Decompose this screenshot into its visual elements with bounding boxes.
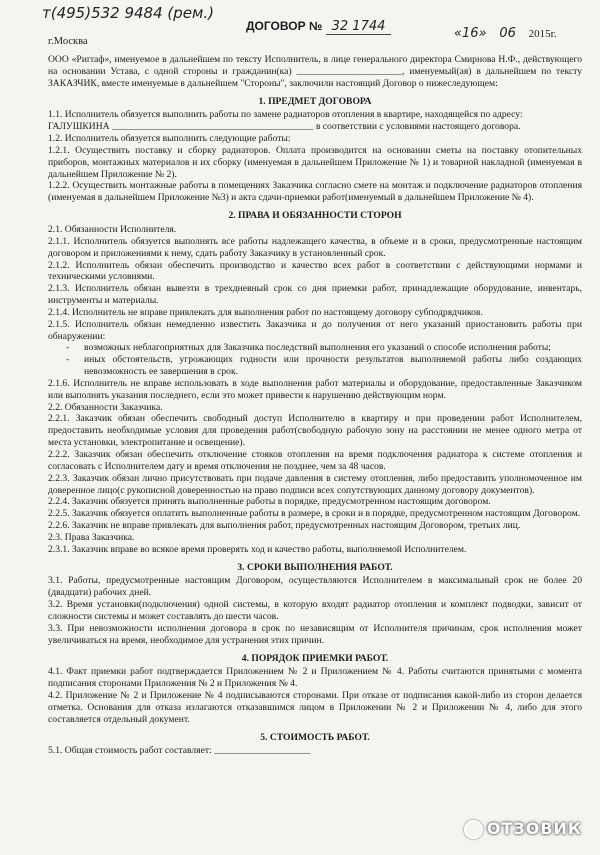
para-2-1-3: 2.1.3. Исполнитель обязан вывезти в трехдневный срок со дня приемки работ, принадлежащие оборудование, инвентарь, инструменты и материалы.	[48, 283, 582, 307]
para-3-3: 3.3. При невозможности исполнения договора в срок по независящим от Исполнителя причинам, срок исполнения может увеличиваться на время, необходимое для устранения этих причин.	[48, 622, 582, 646]
para-3-2: 3.2. Время установки(подключения) одной системы, в которую входят радиатор отопления и комплект подводки, зависит от сложности системы и может составлять до шести часов.	[48, 599, 582, 622]
para-1-1-address: ГАЛУШКИНА __________________________________________ в соответствии с условиями настоящего договора.	[48, 121, 521, 133]
contract-date	[454, 26, 584, 41]
para-2-1-6: 2.1.6. Исполнитель не вправе использовать в ходе выполнения работ материалы и оборудование, предоставленные Заказчиком или выполнять указания последнего, если это может привести к нарушению действующим норм.	[48, 377, 582, 401]
para-2-2-4: 2.2.4. Заказчик обязуется принять выполненные работы в порядке, предусмотренном настоящим договором.	[48, 496, 491, 508]
para-2-1-2: 2.1.2. Исполнитель обязан обеспечить производство и качество всех работ в соответствии с действующими нормами и техническими условиями.	[48, 259, 582, 283]
date-month: 06	[499, 26, 516, 41]
section-1-title: 1. ПРЕДМЕТ ДОГОВОРА	[258, 95, 372, 107]
watermark-circle-icon	[464, 820, 483, 839]
contract-number: 32 1744	[326, 19, 392, 35]
para-1-2: 1.2. Исполнитель обязуется выполнить следующие работы:	[48, 133, 291, 145]
date-day: «16»	[454, 26, 487, 41]
section-2-title: 2. ПРАВА И ОБЯЗАННОСТИ СТОРОН	[228, 210, 402, 222]
para-3-1: 3.1. Работы, предусмотренные настоящим Договором, осуществляются Исполнителем в максимальный срок не более 20 (двадцати) рабочих дней.	[48, 575, 582, 599]
bullet-item: - возможных неблагоприятных для Заказчика последствий выполнения его указаний о способе исполнения работы;	[48, 342, 582, 354]
para-2-3: 2.3. Права Заказчика.	[48, 531, 135, 543]
para-2-1-1: 2.1.1. Исполнитель обязуется выполнять все работы надлежащего качества, в объеме и в сроки, предусмотренные настоящим договором и приложениями к нему, сдать работу Заказчику в установленный срок.	[48, 235, 582, 259]
bullet-item: - иных обстоятельств, угрожающих годности или прочности результатов выполняемой работы либо создающих невозможность ее завершения в срок.	[48, 354, 582, 378]
para-5-1: 5.1. Общая стоимость работ составляет: ____________________	[48, 745, 311, 757]
contract-title-text: ДОГОВОР №	[246, 19, 323, 33]
para-2-1: 2.1. Обязанности Исполнителя.	[48, 223, 177, 235]
handwritten-phone-note: т(495)532 9484 (рем.)	[42, 4, 214, 22]
para-2-2-2: 2.2.2. Заказчик обязан обеспечить отключение стояков отопления на время подключения радиатора к системе отопления и согласовать с Исполнителем дату и время отключения не позднее, чем за 48 часов.	[48, 449, 582, 472]
para-2-3-1: 2.3.1. Заказчик вправе во всякое время проверять ход и качество работы, выполняемой Исполнителем.	[48, 543, 467, 555]
section-5-title: 5. СТОИМОСТЬ РАБОТ.	[260, 731, 370, 743]
para-1-2-1: 1.2.1. Осуществить поставку и сборку радиаторов. Оплата производится на основании сметы на поставку отопительных приборов, монтажных материалов и их сборку (именуемая в дальнейшем Приложение № 1) и товарной накладной (именуемая в дальнейшем Приложение № 2).	[48, 144, 582, 180]
date-year: 2015г.	[528, 28, 557, 40]
preamble: ООО «Ригraф», именуемое в дальнейшем по тексту Исполнитель, в лице генерального директора Смирнова Н.Ф., действующего на основании Устава, с одной стороны и гражданин(ка) ______________________, именуемый(ая) в дальнейшем по тексту ЗАКАЗЧИК, вместе именуемые в дальнейшем "Стороны", заключили настоящий Договор о нижеследующем:	[48, 54, 582, 89]
city: г.Москва	[48, 36, 88, 47]
watermark-text: ОТЗОВИК	[486, 819, 582, 838]
para-2-2-5: 2.2.5. Заказчик обязуется оплатить выполненные работы в размере, в сроки и в порядке, предусмотренном настоящим Договором.	[48, 508, 581, 520]
para-1-1: 1.1. Исполнитель обязуется выполнить работы по замене радиаторов отопления в квартире, находящейся по адресу:	[48, 109, 523, 121]
watermark-logo	[464, 819, 582, 839]
contract-body	[48, 54, 582, 757]
section-3-title: 3. СРОКИ ВЫПОЛНЕНИЯ РАБОТ.	[237, 561, 393, 573]
para-2-2-1: 2.2.1. Заказчик обязан обеспечить свободный доступ Исполнителю в квартиру и при проведении работ Исполнителем, предоставить необходимые условия для проведения работ(свободную рабочую зону на расстоянии не менее одного метра от места установки, электропитание и освещение).	[48, 413, 582, 449]
para-1-2-2: 1.2.2. Осуществить монтажные работы в помещениях Заказчика согласно смете на монтаж и подключение радиаторов отопления (именуемая в дальнейшем Приложение №3) и акта сдачи-приемки работ(именуемый в дальнейшем Приложение № 4).	[48, 180, 582, 204]
contract-title	[246, 19, 391, 34]
para-2-2-3: 2.2.3. Заказчик обязан лично присутствовать при подаче давления в систему отопления, либо предоставить уполномоченное им доверенное лицо(с рукописной доверенностью на право подписи всех сопутствующих данному договору документов).	[48, 472, 582, 496]
para-2-1-5: 2.1.5. Исполнитель обязан немедленно известить Заказчика и до получения от него указаний приостановить работы при обнаружении:	[48, 318, 582, 342]
para-2-2-6: 2.2.6. Заказчик не вправе привлекать для выполнения работ, предусмотренных настоящим Договором, третьих лиц.	[48, 520, 521, 532]
para-2-2: 2.2. Обязанности Заказчика.	[48, 401, 163, 413]
para-2-1-4: 2.1.4. Исполнитель не вправе привлекать для выполнения работ по настоящему договору субподрядчиков.	[48, 306, 483, 318]
section-4-title: 4. ПОРЯДОК ПРИЕМКИ РАБОТ.	[241, 652, 389, 664]
para-4-1: 4.1. Факт приемки работ подтверждается Приложением № 2 и Приложением № 4. Работы считаются принятыми с момента подписания сторонами Приложения № 2 и Приложения № 4.	[48, 666, 582, 690]
para-4-2: 4.2. Приложение № 2 и Приложение № 4 подписываются сторонами. При отказе от подписания какой-либо из сторон делается отметка. Основания для отказа излагаются отказавшимся лицом в Приложении № 2 и Приложении № 4, либо для этого составляется отдельный документ.	[48, 690, 582, 725]
